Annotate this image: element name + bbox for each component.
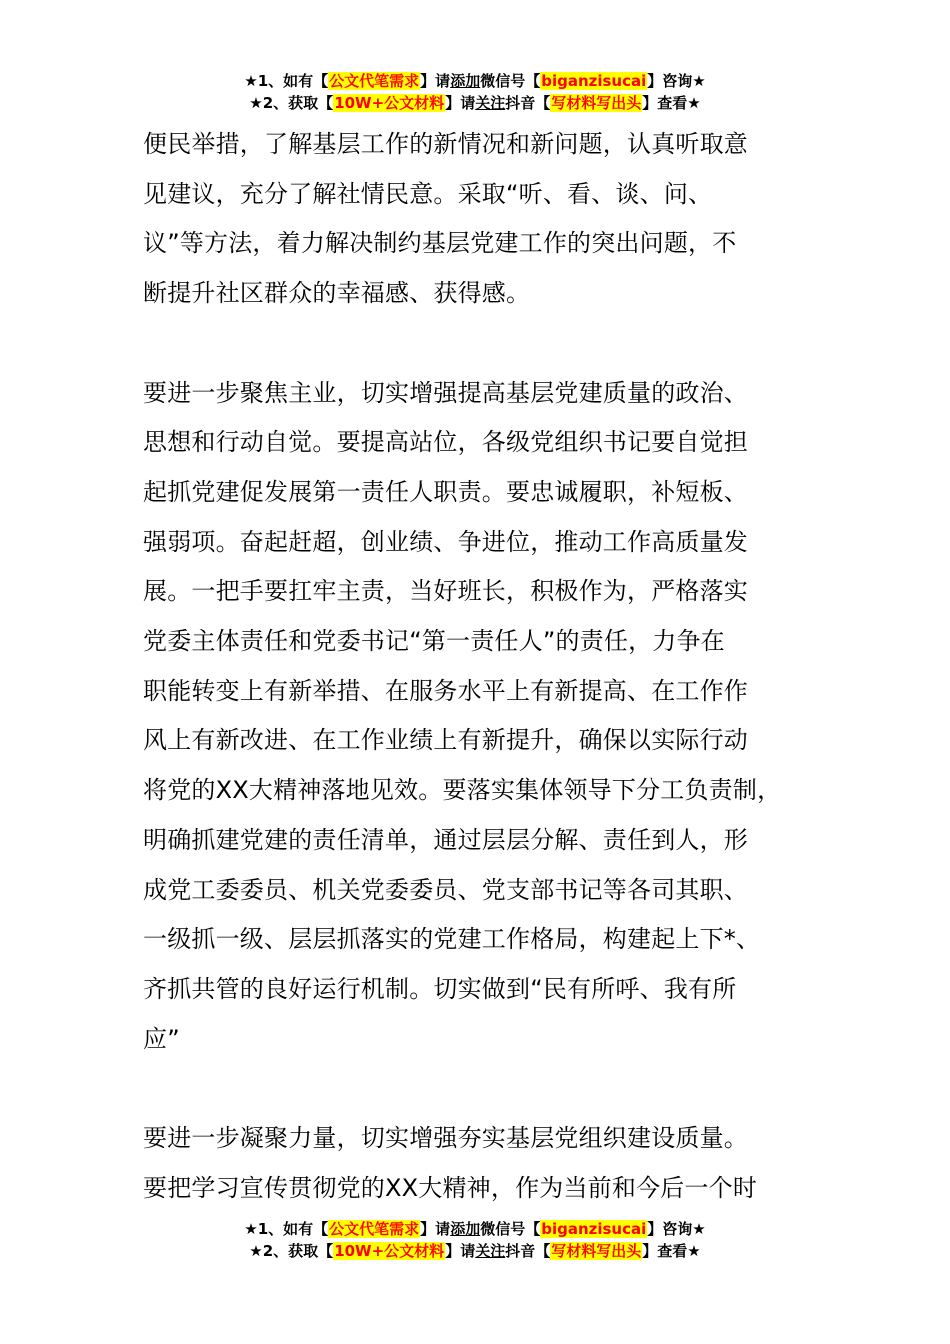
footer-line-2-mid: 】请 (445, 1242, 476, 1260)
footer-line-1 (0, 1218, 950, 1240)
footer-line-1-mid: 】请 (420, 1220, 451, 1238)
text-line: 要进一步凝聚力量，切实增强夯实基层党组织建设质量。 (143, 1124, 748, 1153)
footer-line-2-highlight-douyin: 写材料写出头 (551, 1242, 642, 1260)
footer-banner (0, 1218, 950, 1262)
footer-line-1-prefix: ★1、如有【 (244, 1220, 329, 1238)
text-line: 要进一步聚焦主业，切实增强提高基层党建质量的政治、 (143, 378, 748, 407)
header-line-1-highlight-wechat: biganzisucai (541, 72, 647, 90)
paragraph-3 (143, 1114, 833, 1213)
header-line-2-highlight-materials: 10W+公文材料 (334, 94, 445, 112)
header-line-1-prefix: ★1、如有【 (244, 72, 329, 90)
footer-line-2-highlight-materials: 10W+公文材料 (334, 1242, 445, 1260)
header-line-2-highlight-douyin: 写材料写出头 (551, 94, 642, 112)
text-line: 展。一把手要扛牢主责，当好班长，积极作为，严格落实 (143, 577, 748, 606)
text-line: 便民举措，了解基层工作的新情况和新问题，认真听取意 (143, 130, 748, 158)
footer-line-2-mid-2: 抖音【 (505, 1242, 551, 1260)
footer-line-1-suffix: 】咨询★ (647, 1220, 706, 1238)
header-line-1-suffix: 】咨询★ (647, 72, 706, 90)
text-line: 断提升社区群众的幸福感、获得感。 (143, 279, 531, 308)
header-line-2-underline: 关注 (475, 94, 506, 112)
header-banner (0, 70, 950, 114)
paragraph-1 (143, 120, 833, 319)
text-line: 明确抓建党建的责任清单，通过层层分解、责任到人，形 (143, 825, 748, 854)
text-line: 见建议，充分了解社情民意。采取“听、看、谈、问、 (143, 179, 713, 208)
footer-line-2 (0, 1240, 950, 1262)
paragraph-2 (143, 369, 833, 1065)
text-line: 职能转变上有新举措、在服务水平上有新提高、在工作作 (143, 676, 748, 705)
text-line: 一级抓一级、层层抓落实的党建工作格局，构建起上下*、 (143, 925, 761, 954)
text-line: 党委主体责任和党委书记“第一责任人”的责任，力争在 (143, 627, 725, 656)
footer-line-2-prefix: ★2、获取【 (249, 1242, 334, 1260)
footer-line-1-mid-2: 微信号【 (480, 1220, 541, 1238)
text-line: 应” (143, 1024, 180, 1053)
text-line: 风上有新改进、在工作业绩上有新提升，确保以实际行动 (143, 726, 748, 755)
header-line-2-mid-2: 抖音【 (505, 94, 551, 112)
paragraph-gap (143, 319, 833, 369)
text-line: 要把学习宣传贯彻党的XX大精神，作为当前和今后一个时 (143, 1173, 758, 1202)
text-line: 将党的XX大精神落地见效。要落实集体领导下分工负责制， (143, 776, 782, 805)
footer-line-1-highlight-service: 公文代笔需求 (329, 1220, 420, 1238)
header-line-1-mid-2: 微信号【 (480, 72, 541, 90)
header-line-1-mid: 】请 (420, 72, 451, 90)
paragraph-gap (143, 1064, 833, 1114)
header-line-1 (0, 70, 950, 92)
header-line-1-underline: 添加 (450, 72, 481, 90)
footer-line-2-suffix: 】查看★ (642, 1242, 701, 1260)
text-line: 思想和行动自觉。要提高站位，各级党组织书记要自觉担 (143, 428, 748, 457)
header-line-2-suffix: 】查看★ (642, 94, 701, 112)
text-line: 强弱项。奋起赶超，创业绩、争进位，推动工作高质量发 (143, 527, 748, 556)
header-line-2-mid: 】请 (445, 94, 476, 112)
header-line-1-highlight-service: 公文代笔需求 (329, 72, 420, 90)
footer-line-1-underline: 添加 (450, 1220, 481, 1238)
text-line: 齐抓共管的良好运行机制。切实做到“民有所呼、我有所 (143, 974, 737, 1003)
text-line: 起抓党建促发展第一责任人职责。要忠诚履职，补短板、 (143, 477, 748, 506)
document-body (143, 120, 833, 1213)
text-line: 成党工委委员、机关党委委员、党支部书记等各司其职、 (143, 875, 748, 904)
footer-line-2-underline: 关注 (475, 1242, 506, 1260)
header-line-2-prefix: ★2、获取【 (249, 94, 334, 112)
text-line: 议”等方法，着力解决制约基层党建工作的突出问题，不 (143, 229, 737, 258)
footer-line-1-highlight-wechat: biganzisucai (541, 1220, 647, 1238)
header-line-2 (0, 92, 950, 114)
